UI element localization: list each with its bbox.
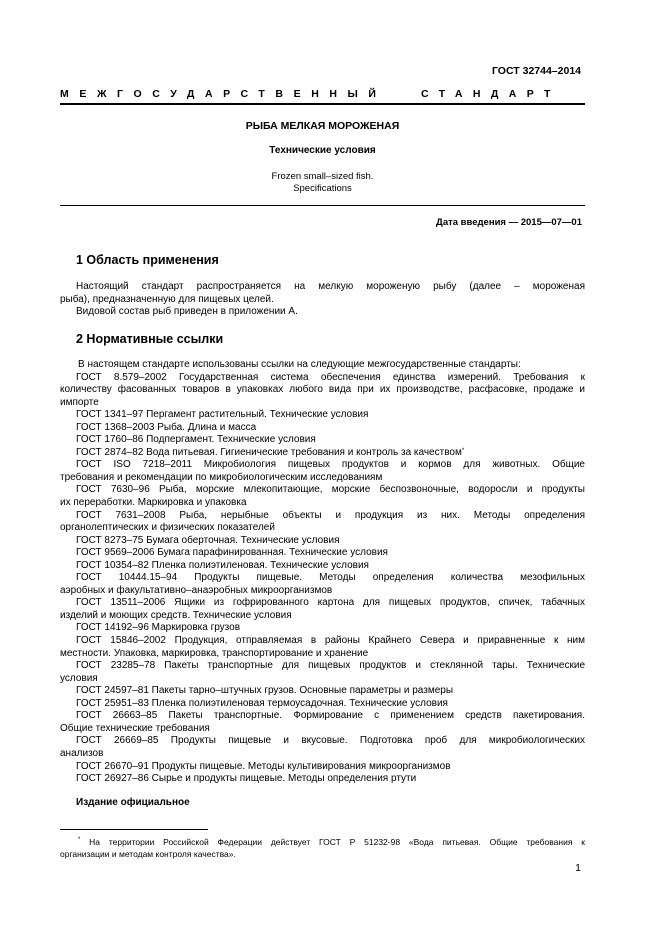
- reference-entry: [60, 447, 585, 460]
- reference-entry: [60, 535, 585, 548]
- reference-entry: [60, 660, 585, 685]
- reference-text: ГОСТ 26927–86 Сырье и продукты пищевые. Методы определения ртути: [76, 773, 417, 785]
- reference-title: [60, 635, 585, 648]
- reference-title: [60, 459, 585, 472]
- reference-title: [60, 597, 585, 610]
- reference-title: [60, 484, 585, 497]
- reference-title: [60, 572, 585, 585]
- reference-text: ГОСТ 10354–82 Пленка полиэтиленовая. Технические условия: [76, 559, 369, 571]
- reference-entry: [60, 510, 585, 535]
- reference-text: ГОСТ 1341–97 Пергамент растительный. Технические условия: [76, 409, 369, 421]
- document-subtitle: Технические условия: [269, 145, 376, 156]
- reference-continuation: аэробных и факультативно–анаэробных микроорганизмов: [60, 584, 333, 596]
- reference-title: [60, 434, 585, 447]
- reference-entry: [60, 773, 585, 786]
- reference-continuation: их переработки. Маркировка и упаковка: [60, 497, 247, 509]
- reference-text: ГОСТ 1368–2003 Рыба. Длина и масса: [76, 421, 257, 433]
- reference-title: [60, 535, 585, 548]
- footnote-marker: *: [78, 837, 81, 843]
- reference-entry: [60, 372, 585, 410]
- reference-continuation: анализов: [60, 747, 104, 759]
- reference-title: [60, 761, 585, 774]
- reference-entry: [60, 572, 585, 597]
- footnote-text-1: На территории Российской Федерации действует ГОСТ Р 51232-98 «Вода питьевая. Общие требования к: [89, 837, 585, 847]
- reference-entry: [60, 547, 585, 560]
- reference-text: ГОСТ 1760–86 Подпергамент. Технические условия: [76, 434, 316, 446]
- reference-text: ГОСТ 9569–2006 Бумага парафинированная. Технические условия: [76, 547, 388, 559]
- reference-entry: [60, 597, 585, 622]
- gost-number: ГОСТ 32744–2014: [491, 65, 581, 77]
- reference-text: ГОСТ 8273–75 Бумага оберточная. Технические условия: [76, 534, 340, 546]
- reference-text: ГОСТ 7630–96 Рыба, морские млекопитающие, морские беспозвоночные, водоросли и продукты: [76, 484, 585, 496]
- reference-text: ГОСТ 13511–2006 Ящики из гофрированного картона для пищевых продуктов, спичек, табачных: [76, 597, 585, 609]
- footnote-marker: *: [461, 447, 465, 454]
- references-list: [60, 372, 585, 786]
- section1-p1-line2: рыба), предназначенную для пищевых целей.: [60, 293, 274, 305]
- reference-continuation: условия: [60, 672, 98, 684]
- reference-text: ГОСТ 24597–81 Пакеты тарно–штучных грузов. Основные параметры и размеры: [76, 685, 454, 697]
- standard-word: СТАНДАРТ: [421, 88, 561, 100]
- reference-title: [60, 685, 585, 698]
- reference-title: [60, 773, 585, 786]
- reference-text: ГОСТ 23285–78 Пакеты транспортные для пищевых продуктов и стеклянной тары. Технические: [76, 660, 585, 672]
- reference-text: ГОСТ 26663–85 Пакеты транспортные. Формирование с применением средств пакетирования.: [76, 710, 585, 722]
- reference-text: ГОСТ 14192–96 Маркировка грузов: [76, 622, 241, 634]
- reference-title: [60, 372, 585, 385]
- reference-entry: [60, 685, 585, 698]
- reference-title: [60, 710, 585, 723]
- reference-title: [60, 622, 585, 635]
- reference-text: ГОСТ ISO 7218–2011 Микробиология пищевых продуктов и кормов для животных. Общие: [76, 459, 585, 471]
- reference-title: [60, 447, 585, 460]
- section1-heading: 1 Область применения: [76, 253, 219, 267]
- title-rule: [60, 205, 585, 206]
- footnote-line2: организации и методам контроля качества».: [60, 849, 236, 859]
- section1-p2: Видовой состав рыб приведен в приложении А.: [76, 306, 298, 317]
- header-rule: [60, 103, 585, 105]
- reference-continuation: органолептических и физических показателей: [60, 522, 275, 534]
- reference-title: [60, 735, 585, 748]
- page-number: 1: [575, 862, 581, 874]
- reference-entry: [60, 635, 585, 660]
- section1-p1-line1: Настоящий стандарт распространяется на мелкую мороженую рыбу (далее – мороженая: [76, 281, 585, 292]
- references-intro: В настоящем стандарте использованы ссылки на следующие межгосударственные стандарты:: [78, 359, 521, 370]
- reference-text: ГОСТ 26669–85 Продукты пищевые и вкусовые. Подготовка проб для микробиологических: [76, 735, 585, 747]
- reference-continuation: требования и рекомендации по микробиологическим исследованиям: [60, 471, 383, 483]
- normative-references: [60, 359, 585, 786]
- reference-text: ГОСТ 2874–82 Вода питьевая. Гигиенические требования и контроль за качеством: [76, 446, 462, 458]
- interstate-standard-heading: [60, 88, 585, 100]
- footnote-rule: [60, 829, 208, 830]
- reference-text: ГОСТ 15846–2002 Продукция, отправляемая в районы Крайнего Севера и приравненные к ним: [76, 635, 585, 647]
- reference-continuation: количеству фасованных товаров в упаковках любого вида при их производстве, расфасовке, продаже и импорте: [60, 384, 585, 408]
- reference-title: [60, 560, 585, 573]
- interstate-word: МЕЖГОСУДАРСТВЕННЫЙ: [60, 88, 387, 100]
- reference-title: [60, 510, 585, 523]
- reference-entry: [60, 710, 585, 735]
- reference-entry: [60, 422, 585, 435]
- reference-entry: [60, 434, 585, 447]
- reference-entry: [60, 698, 585, 711]
- english-title-line1: Frozen small–sized fish.: [271, 171, 374, 182]
- reference-title: [60, 698, 585, 711]
- reference-title: [60, 409, 585, 422]
- reference-entry: [60, 761, 585, 774]
- reference-text: ГОСТ 25951–83 Пленка полиэтиленовая термоусадочная. Технические условия: [76, 697, 448, 709]
- reference-continuation: Общие технические требования: [60, 722, 210, 734]
- reference-entry: [60, 735, 585, 760]
- reference-title: [60, 660, 585, 673]
- reference-continuation: местности. Упаковка, маркировка, транспортирование и хранение: [60, 647, 369, 659]
- document-title: РЫБА МЕЛКАЯ МОРОЖЕНАЯ: [245, 120, 400, 132]
- reference-entry: [60, 622, 585, 635]
- reference-title: [60, 422, 585, 435]
- section2-heading: 2 Нормативные ссылки: [76, 332, 224, 346]
- reference-entry: [60, 459, 585, 484]
- reference-text: ГОСТ 26670–91 Продукты пищевые. Методы культивирования микроорганизмов: [76, 760, 451, 772]
- reference-entry: [60, 409, 585, 422]
- section1-body: [60, 281, 585, 319]
- reference-title: [60, 547, 585, 560]
- english-title-line2: Specifications: [293, 183, 352, 194]
- footnote: [60, 836, 585, 860]
- official-edition: Издание официальное: [76, 797, 190, 808]
- reference-text: ГОСТ 8.579–2002 Государственная система обеспечения единства измерений. Требования к: [76, 371, 585, 383]
- reference-continuation: изделий и моющих средств. Технические условия: [60, 609, 292, 621]
- reference-text: ГОСТ 7631–2008 Рыба, нерыбные объекты и продукция из них. Методы определения: [76, 509, 585, 521]
- reference-entry: [60, 484, 585, 509]
- intro-date: Дата введения — 2015—07—01: [436, 217, 582, 228]
- reference-entry: [60, 560, 585, 573]
- footnote-line1: [60, 836, 585, 848]
- english-title: [60, 171, 585, 195]
- reference-text: ГОСТ 10444.15–94 Продукты пищевые. Методы определения количества мезофильных: [76, 572, 585, 584]
